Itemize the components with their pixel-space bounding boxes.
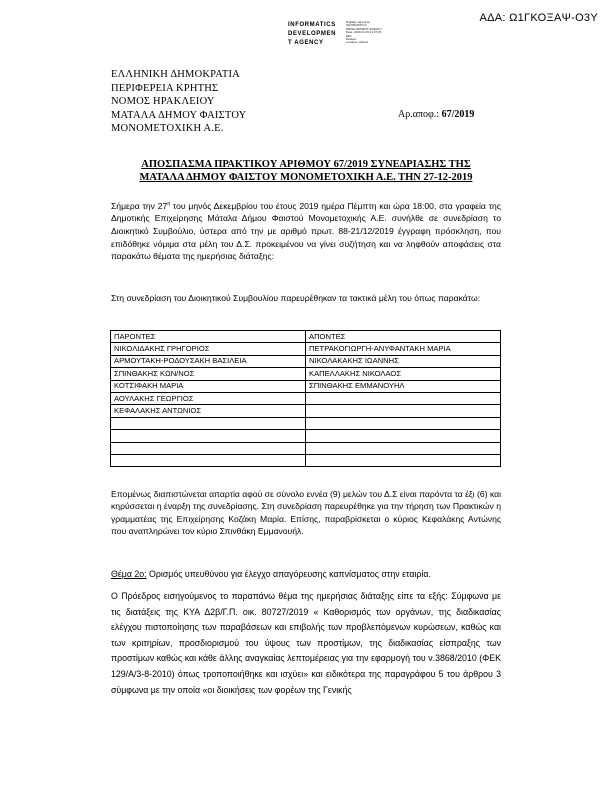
signature-line: Digitally signed by <box>346 20 371 24</box>
table-row <box>111 355 501 367</box>
org-line: ΜΟΝΟΜΕΤΟΧΙΚΗ Α.Ε. <box>111 123 224 135</box>
table-header-row <box>111 331 501 343</box>
topic-label: Θέμα 2ο: <box>111 569 147 579</box>
signature-line: EET <box>346 33 352 38</box>
present-cell: ΑΟΥΛΑΚΗΣ ΓΕΩΡΓΙΟΣ <box>111 392 306 404</box>
table-row <box>111 454 501 466</box>
digital-signature-details <box>346 21 382 45</box>
signature-line: DEVELOPMENT AGENCY <box>346 26 382 31</box>
signature-line: Location: Athens <box>346 40 369 45</box>
ordinal-suffix: η <box>167 201 171 207</box>
org-line: ΕΛΛΗΝΙΚΗ ΔΗΜΟΚΡΑΤΙΑ <box>111 69 240 80</box>
signer-name-line: DEVELOPMEN <box>288 31 337 37</box>
present-cell <box>111 442 306 454</box>
ada-code: ΑΔΑ: Ω1ΓΚΟΞΑΨ-Ο3Υ <box>479 12 598 24</box>
absent-cell <box>306 417 501 429</box>
attendance-intro: Στη συνεδρίαση του Διοικητικού Συμβουλίου παρευρέθηκαν τα τακτικά μέλη του όπως παρακάτω: <box>111 293 481 303</box>
org-line: ΜΑΤΑΛΑ ΔΗΜΟΥ ΦΑΙΣΤΟΥ <box>111 109 247 121</box>
signature-line: Reason: <box>346 37 358 42</box>
attendance-table <box>110 330 501 467</box>
title-line: ΑΠΟΣΠΑΣΜΑ ΠΡΑΚΤΙΚΟΥ ΑΡΙΘΜΟΥ 67/2019 ΣΥΝΕΔΡΙΑΣΗΣ ΤΗΣ <box>141 159 471 170</box>
table-row <box>111 380 501 392</box>
present-cell: ΑΡΜΟΥΤΑΚΗ-ΡΟΔΟΥΣΑΚΗ ΒΑΣΙΛΕΙΑ <box>111 355 306 367</box>
present-cell <box>111 417 306 429</box>
quorum-paragraph: Επομένως διαπιστώνεται απαρτία αφού σε σύνολο εννέα (9) μελών του Δ.Σ είναι παρόντα τα έξι (6) και κηρύσσεται η έναρξη της συνεδρίασης. Στη συνεδρίαση παρευρέθηκε για την τήρηση των Πρακτικών η γραμματέας της Επιχείρησης Κοζάκη Μαρία. Επίσης, παραβρίσκεται ο κύριος Κεφαλάκης Αντώνης που αναπληρώνει τον κύριο Σπινθάκη Εμμανουήλ. <box>111 489 502 537</box>
signer-name-line: T AGENCY <box>288 40 324 46</box>
table-row <box>111 405 501 417</box>
table-row <box>111 417 501 429</box>
present-cell: ΝΙΚΟΛΙΔΑΚΗΣ ΓΡΗΓΟΡΙΟΣ <box>111 343 306 355</box>
absent-cell <box>306 442 501 454</box>
decision-number <box>398 109 474 120</box>
header-absent: ΑΠΟΝΤΕΣ <box>306 331 501 343</box>
intro-paragraph <box>111 198 501 263</box>
present-cell: ΣΠΙΝΘΑΚΗΣ ΚΩΝ/ΝΟΣ <box>111 368 306 380</box>
topic-text: Ορισμός υπευθύνου για έλεγχο απαγόρευσης καπνίσματος στην εταιρία. <box>146 569 431 579</box>
absent-cell <box>306 454 501 466</box>
table-row <box>111 343 501 355</box>
signature-line: Date: 2020.01.09 11:37:25 <box>346 30 382 35</box>
absent-cell <box>306 405 501 417</box>
present-cell: ΚΕΦΑΛΑΚΗΣ ΑΝΤΩΝΙΟΣ <box>111 405 306 417</box>
absent-cell: ΠΕΤΡΑΚΟΓΙΩΡΓΗ-ΑΝΥΦΑΝΤΑΚΗ ΜΑΡΙΑ <box>306 343 501 355</box>
org-line: ΠΕΡΙΦΕΡΕΙΑ ΚΡΗΤΗΣ <box>111 82 219 94</box>
intro-date: Σήμερα την 27 <box>111 200 168 211</box>
decision-number-value: 67/2019 <box>441 109 475 120</box>
present-cell <box>111 430 306 442</box>
absent-cell <box>306 392 501 404</box>
absent-cell: ΣΠΙΝΘΑΚΗΣ ΕΜΜΑΝΟΥΗΛ <box>306 380 501 392</box>
table-row <box>111 392 501 404</box>
signature-line: INFORMATICS <box>346 23 367 28</box>
signer-name <box>288 21 336 48</box>
present-cell: ΚΟΤΣΙΦΑΚΗ ΜΑΡΙΑ <box>111 380 306 392</box>
document-title <box>100 158 512 185</box>
org-line: ΝΟΜΟΣ ΗΡΑΚΛΕΙΟΥ <box>111 96 215 108</box>
topic-heading <box>111 569 431 579</box>
table-row <box>111 442 501 454</box>
present-cell <box>111 454 306 466</box>
absent-cell: ΚΑΠΕΛΛΑΚΗΣ ΝΙΚΟΛΑΟΣ <box>306 368 501 380</box>
table-row <box>111 430 501 442</box>
body-paragraph: Ο Πρόεδρος εισηγούμενος το παραπάνω θέμα της ημερήσιας διάταξης είπε τα εξής: Σύμφωνα με τις διατάξεις της ΚΥΑ Δ2β/Γ.Π. οικ. 80727/2019 « Καθορισμός των οργάνων, της διαδικασίας ελέγχου πιστοποίησης των παραβάσεων και επιβολής των προβλεπόμενων κυρώσεων, καθώς και των κριτηρίων, προσδιορισμού του ύψους των προστίμων, της διαδικασίας είσπραξης των προστίμων καθώς και κάθε άλλης αναγκαίας λεπτομέρειας για την εφαρμογή του ν.3868/2010 (ΦΕΚ 129/Α/3-8-2010) όπως τροποποιήθηκε και ισχύει» και ειδικότερα της παραγράφου 5 του άρθρου 3 σύμφωνα με την οποία «οι διοικήσεις των φορέων της Γενικής <box>111 591 501 695</box>
decision-number-label: Αρ.αποφ.: <box>398 109 440 120</box>
absent-cell: ΝΙΚΟΛΑΚΑΚΗΣ ΙΩΑΝΝΗΣ <box>306 355 501 367</box>
header-present: ΠΑΡΟΝΤΕΣ <box>111 331 306 343</box>
absent-cell <box>306 430 501 442</box>
signer-name-line: INFORMATICS <box>288 22 336 28</box>
title-line: ΜΑΤΑΛΑ ΔΗΜΟΥ ΦΑΙΣΤΟΥ ΜΟΝΟΜΕΤΟΧΙΚΗ Α.Ε. ΤΗΝ 27-12-2019 <box>139 172 473 184</box>
organization-block <box>111 68 246 136</box>
intro-text: του μηνός Δεκεμβρίου του έτους 2019 ημέρα Πέμπτη και ώρα 18:00, στα γραφεία της Δημοτικής Επιχείρησης Μάταλα Δήμου Φαιστού Μονομετοχικής Α.Ε. συνήλθε σε συνεδρίαση το Διοικητικό Συμβούλιο, ύστερα από την με αριθμό πρωτ. 88-21/12/2019 έγγραφη πρόσκληση, που επιδόθηκε νόμιμα στα μέλη του Δ.Σ. προκειμένου να γίνει συζήτηση και να ληφθούν αποφάσεις στα παρακάτω θέματα της ημερήσιας διάταξης: <box>111 200 501 262</box>
table-row <box>111 368 501 380</box>
